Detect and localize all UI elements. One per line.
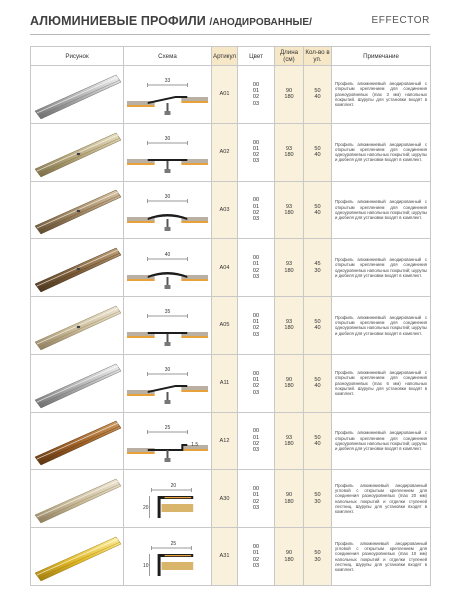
table-body (31, 66, 431, 586)
underlay-left (127, 163, 155, 165)
table-row (31, 181, 431, 239)
dowel (165, 169, 171, 173)
profile-scheme (124, 528, 212, 586)
length-value: 180 (284, 325, 294, 332)
qty-value: 40 (314, 440, 321, 447)
length-value: 180 (284, 209, 294, 216)
underlay-left (127, 452, 155, 454)
qty-values (304, 66, 332, 124)
table-row (31, 528, 431, 586)
qty-value: 50 (314, 434, 321, 441)
page-header (30, 12, 430, 32)
color-code-value: 01 (252, 434, 260, 441)
qty-value: 30 (314, 267, 321, 274)
length-value: 180 (284, 94, 294, 101)
color-code-value: 01 (252, 145, 260, 152)
floor-covering (162, 562, 194, 570)
underlay-right (181, 101, 208, 103)
table-row (31, 123, 431, 181)
scheme-svg (124, 300, 211, 350)
profile-picture (31, 181, 124, 239)
screw (167, 392, 169, 400)
length-value: 180 (284, 383, 294, 390)
screw (167, 334, 169, 342)
color-code-value: 03 (252, 331, 260, 338)
qty-values (304, 123, 332, 181)
note-text: Профиль алюминиевый анодированный угловой с открытым креплением для соединения разноуровневых (max 20 мм) напольных покрытий и отделки ступеней лестниц. Шурупы для установки входят в комплект. (332, 470, 431, 528)
length-value: 180 (284, 498, 294, 505)
color-code-value: 00 (252, 543, 260, 550)
dowel (165, 227, 171, 231)
length-value: 180 (284, 556, 294, 563)
qty-value: 50 (314, 550, 321, 557)
length-value: 90 (285, 88, 293, 95)
qty-values (304, 528, 332, 586)
table-header-row (31, 47, 431, 66)
dimension-label-height: 1.5 (191, 442, 199, 448)
qty-value: 45 (314, 261, 321, 268)
dimension-label: 30 (164, 368, 171, 374)
color-code-value: 02 (252, 94, 260, 101)
length-value: 93 (285, 434, 293, 441)
profile-picture (31, 354, 124, 412)
dimension-label-vertical: 20 (143, 505, 149, 511)
dowel (165, 458, 171, 462)
profile-scheme (124, 123, 212, 181)
color-codes (238, 239, 275, 297)
length-value: 180 (284, 152, 294, 159)
color-code-value: 02 (252, 325, 260, 332)
title-subtitle: /АНОДИРОВАННЫЕ/ (209, 17, 313, 28)
profile-photo-svg (31, 356, 123, 411)
qty-value: 30 (314, 556, 321, 563)
dimension-label: 35 (164, 310, 171, 316)
scheme-svg (124, 416, 211, 466)
table-row (31, 66, 431, 124)
color-code-value: 02 (252, 267, 260, 274)
color-code-value: 02 (252, 498, 260, 505)
article-code: A30 (212, 470, 238, 528)
qty-value: 40 (314, 383, 321, 390)
article-code: A02 (212, 123, 238, 181)
profile-photo-svg (31, 413, 123, 468)
qty-values (304, 412, 332, 470)
color-code-value: 00 (252, 81, 260, 88)
color-codes (238, 354, 275, 412)
note-text: Профиль алюминиевый анодированный с открытым креплением для соединения одноуровневых напольных покрытий; шурупы и дюбеля для установки входят в комплект. (332, 123, 431, 181)
color-code-value: 01 (252, 319, 260, 326)
length-values (275, 239, 304, 297)
table-row (31, 470, 431, 528)
dimension-label: 20 (170, 483, 177, 489)
qty-value: 50 (314, 145, 321, 152)
header-divider (30, 34, 430, 35)
underlay-right (181, 390, 208, 392)
profile-photo-svg (31, 67, 123, 122)
length-value: 90 (285, 492, 293, 499)
floor-covering (162, 504, 194, 512)
profile-scheme (124, 181, 212, 239)
color-code-value: 01 (252, 492, 260, 499)
qty-value: 50 (314, 376, 321, 383)
screw (167, 103, 169, 111)
qty-value: 40 (314, 209, 321, 216)
anti-slip-insert (165, 497, 192, 498)
article-code: A31 (212, 528, 238, 586)
underlay-left (127, 279, 155, 281)
qty-value: 50 (314, 492, 321, 499)
length-values (275, 123, 304, 181)
color-code-value: 02 (252, 556, 260, 563)
profile-scheme (124, 239, 212, 297)
length-value: 180 (284, 440, 294, 447)
underlay-left (127, 105, 155, 107)
color-code-value: 00 (252, 486, 260, 493)
underlay-left (127, 394, 155, 396)
profile-picture (31, 470, 124, 528)
color-codes (238, 470, 275, 528)
color-code-value: 00 (252, 139, 260, 146)
length-values (275, 412, 304, 470)
scheme-svg (124, 69, 211, 119)
color-code-value: 03 (252, 100, 260, 107)
profile-scheme (124, 66, 212, 124)
profile-photo-svg (31, 182, 123, 237)
dowel (165, 342, 171, 346)
dimension-label: 25 (164, 425, 171, 431)
color-code-value: 00 (252, 197, 260, 204)
dowel (165, 285, 171, 289)
length-value: 93 (285, 261, 293, 268)
screw-hole (77, 210, 81, 212)
color-code-value: 01 (252, 261, 260, 268)
length-values (275, 470, 304, 528)
color-code-value: 01 (252, 376, 260, 383)
note-text: Профиль алюминиевый анодированный угловой с открытым креплением для соединения разноуровневых (max 10 мм) напольных покрытий и отделки ступеней лестниц. Шурупы для установки входят в комплект. (332, 528, 431, 586)
profile-picture (31, 528, 124, 586)
qty-value: 50 (314, 319, 321, 326)
dimension-label: 25 (170, 541, 177, 547)
underlay-left (127, 336, 155, 338)
underlay-right (181, 221, 208, 223)
profile-scheme (124, 354, 212, 412)
screw (167, 450, 169, 458)
color-code-value: 03 (252, 158, 260, 165)
profiles-table (30, 46, 431, 586)
underlay-right (181, 449, 208, 451)
color-code-value: 03 (252, 216, 260, 223)
profile-section (148, 444, 188, 451)
color-code-value: 00 (252, 255, 260, 262)
underlay-right (181, 336, 208, 338)
article-code: A12 (212, 412, 238, 470)
length-value: 180 (284, 267, 294, 274)
note-text: Профиль алюминиевый анодированный с открытым креплением для соединения одноуровневых напольных покрытий; шурупы и дюбеля для установки входят в комплект. (332, 412, 431, 470)
length-value: 90 (285, 376, 293, 383)
screw-hole (77, 152, 81, 154)
length-values (275, 528, 304, 586)
color-codes (238, 412, 275, 470)
color-codes (238, 181, 275, 239)
dimension-label: 33 (164, 79, 171, 85)
color-codes (238, 528, 275, 586)
color-code-value: 00 (252, 370, 260, 377)
underlay-right (181, 279, 208, 281)
color-code-value: 01 (252, 203, 260, 210)
color-code-value: 03 (252, 562, 260, 569)
color-code-value: 03 (252, 505, 260, 512)
header-scheme: Схема (124, 47, 212, 66)
note-text: Профиль алюминиевый анодированный с открытым креплением для соединения разноуровневых (max 3 мм) напольных покрытий. Шурупы для установки входят в комплект. (332, 66, 431, 124)
scheme-svg (124, 358, 211, 408)
profile-photo-svg (31, 125, 123, 180)
profile-photo-svg (31, 471, 123, 526)
article-code: A01 (212, 66, 238, 124)
dimension-label: 30 (164, 137, 171, 143)
qty-value: 50 (314, 203, 321, 210)
qty-values (304, 297, 332, 355)
qty-values (304, 470, 332, 528)
table-row (31, 354, 431, 412)
screw-hole (77, 326, 81, 328)
note-text: Профиль алюминиевый анодированный с открытым креплением для соединения одноуровневых напольных покрытий; шурупы и дюбеля для установки входят в комплект. (332, 239, 431, 297)
color-code-value: 00 (252, 312, 260, 319)
color-code-value: 03 (252, 389, 260, 396)
scheme-svg (124, 185, 211, 235)
qty-value: 50 (314, 88, 321, 95)
qty-values (304, 181, 332, 239)
profile-photo-svg (31, 529, 123, 584)
color-codes (238, 66, 275, 124)
color-code-value: 03 (252, 447, 260, 454)
dimension-label: 40 (164, 252, 171, 258)
scheme-svg (124, 532, 211, 582)
profile-scheme (124, 470, 212, 528)
length-values (275, 354, 304, 412)
scheme-svg (124, 474, 211, 524)
table-row (31, 297, 431, 355)
color-code-value: 02 (252, 209, 260, 216)
table-row (31, 239, 431, 297)
profile-scheme (124, 412, 212, 470)
dimension-label: 30 (164, 194, 171, 200)
profile-photo-svg (31, 240, 123, 295)
brand-name: EFFECTOR (371, 15, 430, 26)
color-code-value: 01 (252, 550, 260, 557)
color-code-value: 02 (252, 152, 260, 159)
table-row (31, 412, 431, 470)
screw (167, 161, 169, 169)
profile-picture (31, 66, 124, 124)
color-code-value: 02 (252, 440, 260, 447)
length-values (275, 297, 304, 355)
note-text: Профиль алюминиевый анодированный с открытым креплением для соединения разноуровневых (max 6 мм) напольных покрытий. Шурупы для установки входят в комплект. (332, 354, 431, 412)
color-code-value: 00 (252, 428, 260, 435)
qty-values (304, 354, 332, 412)
qty-value: 30 (314, 498, 321, 505)
color-codes (238, 123, 275, 181)
profile-picture (31, 123, 124, 181)
qty-values (304, 239, 332, 297)
article-code: A11 (212, 354, 238, 412)
length-value: 93 (285, 319, 293, 326)
length-value: 90 (285, 550, 293, 557)
length-values (275, 181, 304, 239)
color-code-value: 01 (252, 88, 260, 95)
underlay-right (181, 163, 208, 165)
title-main: АЛЮМИНИЕВЫЕ ПРОФИЛИ (30, 14, 206, 28)
color-code-value: 03 (252, 273, 260, 280)
note-text: Профиль алюминиевый анодированный с открытым креплением для соединения одноуровневых напольных покрытий; шурупы и дюбеля для установки входят в комплект. (332, 297, 431, 355)
qty-value: 40 (314, 94, 321, 101)
dowel (165, 400, 171, 404)
length-values (275, 66, 304, 124)
screw (167, 219, 169, 227)
length-value: 93 (285, 203, 293, 210)
screw (167, 277, 169, 285)
article-code: A03 (212, 181, 238, 239)
qty-value: 40 (314, 152, 321, 159)
profile-section (148, 332, 188, 334)
qty-value: 40 (314, 325, 321, 332)
header-qty: Кол-во в уп. (304, 47, 332, 66)
header-article: Артикул (212, 47, 238, 66)
profile-picture (31, 239, 124, 297)
profile-picture (31, 297, 124, 355)
header-color: Цвет (238, 47, 275, 66)
length-value: 93 (285, 145, 293, 152)
color-code-value: 02 (252, 383, 260, 390)
anti-slip-insert (165, 555, 192, 556)
header-picture: Рисунок (31, 47, 124, 66)
underlay-left (127, 221, 155, 223)
profile-scheme (124, 297, 212, 355)
dimension-label-vertical: 10 (143, 563, 149, 569)
screw-hole (77, 268, 81, 270)
dowel (165, 111, 171, 115)
article-code: A04 (212, 239, 238, 297)
scheme-svg (124, 127, 211, 177)
header-length: Длина (см) (275, 47, 304, 66)
profile-picture (31, 412, 124, 470)
page-title (30, 14, 312, 28)
note-text: Профиль алюминиевый анодированный с открытым креплением для соединения одноуровневых напольных покрытий; шурупы и дюбеля для установки входят в комплект. (332, 181, 431, 239)
header-note: Примечание (332, 47, 431, 66)
article-code: A05 (212, 297, 238, 355)
color-codes (238, 297, 275, 355)
scheme-svg (124, 243, 211, 293)
profile-section (148, 159, 188, 161)
profile-photo-svg (31, 298, 123, 353)
